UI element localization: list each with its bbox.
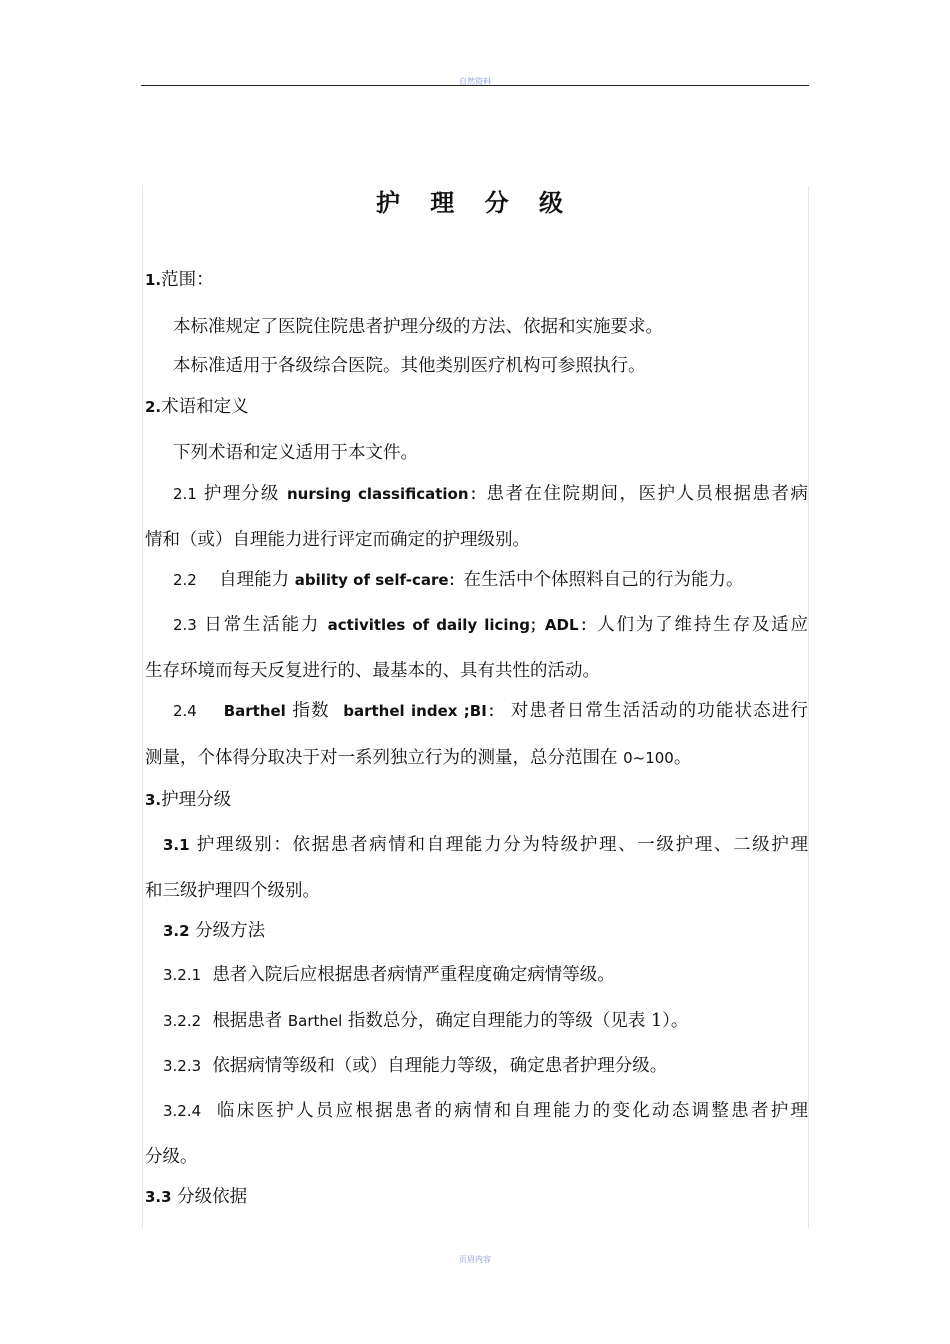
clause-3-3-heading: 3.3 分级依据 bbox=[145, 1187, 248, 1207]
paragraph-terms-intro: 下列术语和定义适用于本文件。 bbox=[173, 443, 418, 463]
definition-2-4-cont: 测量，个体得分取决于对一系列独立行为的测量，总分范围在 0~100。 bbox=[145, 748, 692, 768]
paragraph-scope-2: 本标准适用于各级综合医院。其他类别医疗机构可参照执行。 bbox=[173, 356, 646, 376]
clause-3-2-heading: 3.2 分级方法 bbox=[163, 921, 266, 941]
document-title: 护 理 分 级 bbox=[375, 189, 575, 217]
clause-3-2-4-cont: 分级。 bbox=[145, 1147, 198, 1167]
clause-3-2-4: 3.2.4 临床医护人员应根据患者的病情和自理能力的变化动态调整患者护理 bbox=[163, 1101, 808, 1121]
section-1-heading: 1.范围： bbox=[145, 270, 214, 290]
clause-3-1-cont: 和三级护理四个级别。 bbox=[145, 881, 320, 901]
clause-3-1: 3.1 护理级别：依据患者病情和自理能力分为特级护理、一级护理、二级护理 bbox=[163, 835, 808, 855]
page-header-text: 自然资料 bbox=[459, 77, 491, 86]
definition-2-3-cont: 生存环境而每天反复进行的、最基本的、具有共性的活动。 bbox=[145, 661, 600, 681]
clause-3-2-2: 3.2.2 根据患者 Barthel 指数总分，确定自理能力的等级（见表 1）。 bbox=[163, 1011, 689, 1031]
section-2-heading: 2.术语和定义 bbox=[145, 397, 249, 417]
right-margin-line bbox=[808, 186, 809, 1228]
left-margin-line bbox=[142, 186, 143, 1228]
page-footer-text: 页眉内容 bbox=[459, 1255, 491, 1264]
definition-2-3: 2.3 日常生活能力 activitles of daily licing；ADL：人们为了维持生存及适应 bbox=[173, 615, 808, 635]
definition-2-1-cont: 情和（或）自理能力进行评定而确定的护理级别。 bbox=[145, 530, 530, 550]
definition-2-4: 2.4 Barthel 指数 barthel index ;BI： 对患者日常生活活动的功能状态进行 bbox=[173, 701, 808, 721]
clause-3-2-1: 3.2.1 患者入院后应根据患者病情严重程度确定病情等级。 bbox=[163, 965, 615, 985]
section-3-heading: 3.护理分级 bbox=[145, 790, 232, 810]
definition-2-1: 2.1 护理分级 nursing classification：患者在住院期间，医护人员根据患者病 bbox=[173, 484, 808, 504]
paragraph-scope-1: 本标准规定了医院住院患者护理分级的方法、依据和实施要求。 bbox=[173, 317, 663, 337]
clause-3-2-3: 3.2.3 依据病情等级和（或）自理能力等级，确定患者护理分级。 bbox=[163, 1056, 668, 1076]
definition-2-2: 2.2 自理能力 ability of self-care：在生活中个体照料自己的行为能力。 bbox=[173, 570, 744, 590]
header-rule bbox=[141, 85, 809, 86]
